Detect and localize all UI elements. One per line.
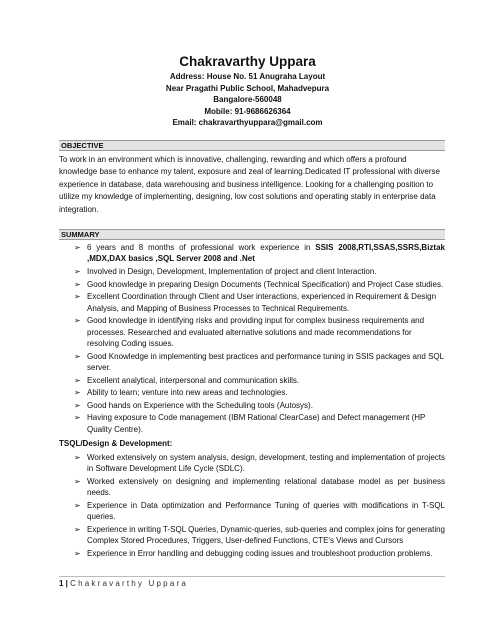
page-number: 1 |: [59, 579, 68, 588]
arrow-bullet-icon: ➢: [74, 388, 81, 398]
arrow-bullet-icon: ➢: [74, 267, 81, 276]
page-footer: [59, 578, 188, 590]
arrow-bullet-icon: ➢: [74, 400, 81, 410]
arrow-bullet-icon: ➢: [74, 375, 81, 385]
footer-name: Chakravarthy Uppara: [70, 579, 188, 588]
arrow-bullet-icon: ➢: [74, 477, 81, 486]
city-line: Bangalore-560048: [213, 95, 282, 105]
list-item: ➢ Good knowledge in preparing Design Documents (Technical Specification) and Project Case studies.: [74, 279, 444, 289]
arrow-bullet-icon: ➢: [74, 525, 81, 534]
summary-first-prefix: 6 years and 8 months of professional work experience in: [87, 243, 316, 252]
footer-divider: [59, 576, 445, 577]
summary-heading: SUMMARY: [59, 229, 445, 240]
list-item: ➢ Good Knowledge in implementing best practices and performance tuning in SSIS packages and SQL server.: [74, 351, 444, 372]
list-item: ➢ Experience in Error handling and debugging coding issues and troubleshoot production problems.: [74, 549, 433, 558]
candidate-name: Chakravarthy Uppara: [179, 54, 316, 69]
objective-heading: OBJECTIVE: [59, 140, 445, 151]
arrow-bullet-icon: ➢: [74, 316, 81, 326]
arrow-bullet-icon: ➢: [74, 243, 81, 252]
list-item: ➢ Good knowledge in identifying risks and providing input for complex business requirements and processes. Researched and evaluated alternative solutions and made recommendations for resolving Coding issues.: [74, 316, 425, 348]
list-item: ➢ Experience in writing T-SQL Queries, Dynamic-queries, sub-queries and complex joins for generating Complex Stored Procedures, Triggers, User-defined Functions, CTE's Views and Cursors: [74, 525, 445, 546]
tsql-list: [74, 452, 445, 561]
summary-list: [74, 242, 445, 436]
arrow-bullet-icon: ➢: [74, 351, 81, 361]
arrow-bullet-icon: ➢: [74, 413, 81, 423]
arrow-bullet-icon: ➢: [74, 549, 81, 558]
list-item: ➢ Good hands on Experience with the Scheduling tools (Autosys).: [74, 400, 313, 410]
list-item: ➢ Involved in Design, Development, Implementation of project and client Interaction.: [74, 267, 377, 276]
mobile-line: Mobile: 91-9686626364: [204, 106, 291, 116]
list-item: ➢ Worked extensively on designing and implementing relational database model as per business needs.: [74, 477, 445, 498]
arrow-bullet-icon: ➢: [74, 279, 81, 289]
tsql-heading: TSQL/Design & Development:: [59, 439, 173, 448]
address-line-2: Near Pragathi Public School, Mahadvepura: [165, 83, 330, 93]
list-item: ➢ Worked extensively on system analysis, design, development, testing and implementation of projects in Software Development Life Cycle (SDLC).: [74, 453, 445, 474]
list-item: ➢ Having exposure to Code management (IBM Rational ClearCase) and Defect management (HP Quality Centre).: [74, 413, 426, 434]
objective-text: To work in an environment which is innovative, challenging, rewarding and which offers a profound knowledge base to enhance my talent, exposure and zeal of learning.Dedicated IT professional with diverse experience in database, data warehousing and business intelligence. Looking for a challenging position to utilize my knowledge of implementing, designing, low cost solutions and operating stably in enterprise data integration.: [59, 155, 440, 214]
arrow-bullet-icon: ➢: [74, 453, 81, 462]
email-line: Email: chakravarthyuppara@gmail.com: [172, 118, 323, 128]
list-item: ➢ Excellent Coordination through Client and User interactions, experienced in Requirement & Design Analysis, and Mapping of Business Processes to Technical Requirements.: [74, 292, 437, 313]
list-item: ➢ Experience in Data optimization and Performance Tuning of queries with modifications in T-SQL queries.: [74, 501, 445, 522]
list-item: ➢ Excellent analytical, interpersonal and communication skills.: [74, 375, 300, 385]
summary-first-bold: SSIS 2008,RTI,SSAS,SSRS,Biztak ,MDX,DAX basics ,SQL Server 2008 and .Net: [87, 243, 445, 264]
resume-header: [0, 53, 495, 129]
list-item: ➢ Ability to learn; venture into new areas and technologies.: [74, 388, 288, 398]
list-item: [74, 242, 445, 265]
address-line: Address: House No. 51 Anugraha Layout: [169, 72, 326, 81]
arrow-bullet-icon: ➢: [74, 292, 81, 302]
arrow-bullet-icon: ➢: [74, 501, 81, 510]
